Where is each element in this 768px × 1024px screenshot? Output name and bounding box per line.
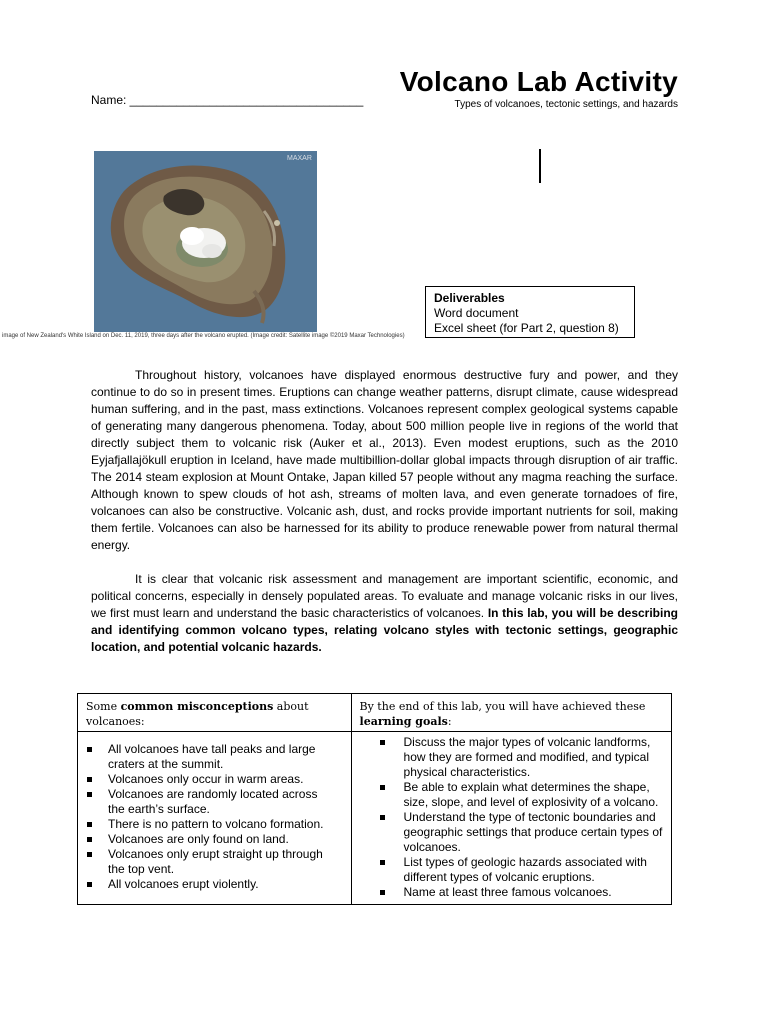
learning-goals-header-post: : [447,715,452,728]
square-bullet-icon [380,860,385,865]
intro-paragraph-2 [91,571,678,656]
learning-goals-cell [351,732,671,905]
deliverable-item: Excel sheet (for Part 2, question 8) [434,321,619,335]
list-item [108,832,337,847]
misconception-text: All volcanoes have tall peaks and large craters at the summit. [108,742,316,771]
list-item [404,855,665,885]
list-item [404,810,665,855]
square-bullet-icon [87,777,92,782]
misconception-text: Volcanoes only erupt straight up through the top vent. [108,847,323,876]
misconceptions-header [78,694,352,732]
maxar-watermark: MAXAR [287,155,312,162]
misconceptions-header-post: about volcanoes: [86,700,309,728]
square-bullet-icon [87,792,92,797]
misconceptions-cell [78,732,352,905]
misconception-text: Volcanoes only occur in warm areas. [108,772,304,786]
learning-goal-text: List types of geologic hazards associated with different types of volcanic eruptions. [403,855,647,884]
text-cursor [539,149,541,183]
name-field-label: Name: ___________________________________ [91,93,364,107]
learning-goals-header-pre: By the end of this lab, you will have achieved these [359,700,646,713]
list-item [108,787,337,817]
page-title: Volcano Lab Activity [399,66,678,97]
square-bullet-icon [380,815,385,820]
square-bullet-icon [380,740,385,745]
misconception-text: There is no pattern to volcano formation. [108,817,324,831]
learning-goal-text: Understand the type of tectonic boundaries and geographic settings that produce certain types of volcanoes. [403,810,663,854]
list-item [404,885,665,900]
white-island-satellite-image [94,151,317,332]
misconceptions-header-bold: common misconceptions [120,700,274,713]
misconception-text: Volcanoes are only found on land. [108,832,289,846]
list-item [404,735,665,780]
misconceptions-list [78,732,343,896]
learning-goal-text: Name at least three famous volcanoes. [403,885,612,899]
list-item [108,742,337,772]
deliverables-heading: Deliverables [434,291,505,305]
list-item [404,780,665,810]
learning-goals-list [352,732,671,904]
image-caption: image of New Zealand's White Island on Dec. 11, 2019, three days after the volcano erupted. (Image credit: Satellite image ©2019 Maxar Technologies) [2,333,405,339]
satellite-image-graphic [94,151,317,332]
page-subtitle: Types of volcanoes, tectonic settings, and hazards [454,99,678,110]
square-bullet-icon [87,747,92,752]
misconceptions-goals-table [77,693,672,905]
learning-goal-text: Discuss the major types of volcanic landforms, how they are formed and modified, and typical physical characteristics. [403,735,651,779]
deliverable-item: Word document [434,306,519,320]
square-bullet-icon [380,785,385,790]
square-bullet-icon [87,882,92,887]
intro-paragraph-1 [91,367,678,554]
square-bullet-icon [380,890,385,895]
misconceptions-header-pre: Some [86,700,121,713]
misconception-text: Volcanoes are randomly located across the earth’s surface. [108,787,318,816]
learning-goals-header-bold: learning goals [359,715,448,728]
intro-paragraph-2-bold: In this lab, you will be describing and identifying common volcano types, relating volcano styles with tectonic settings, geographic location, and potential volcanic hazards. [91,606,678,654]
deliverables-box [425,286,635,338]
intro-paragraph-2-text: It is clear that volcanic risk assessment and management are important scientific, economic, and political concerns, especially in densely populated areas. To evaluate and manage volcanic risks in our lives, we first must learn and understand the basic characteristics of volcanoes. [91,572,678,620]
list-item [108,877,337,892]
misconception-text: All volcanoes erupt violently. [108,877,259,891]
square-bullet-icon [87,852,92,857]
learning-goals-header [351,694,671,732]
intro-paragraph-1-text: Throughout history, volcanoes have displayed enormous destructive fury and power, and they continue to do so in present times. Eruptions can change weather patterns, disrupt climate, cause widespread human suffering, and in the past, mass extinctions. Volcanoes represent complex geological systems capable of generating many dangerous phenomena. Today, about 500 million people live in regions of the world that directly subject them to volcanic risk (Auker et al., 2013). Even modest eruptions, such as the 2010 Eyjafjallajökull eruption in Iceland, have made multibillion-dollar global impacts through disruption of air traffic. The 2014 steam explosion at Mount Ontake, Japan killed 57 people without any magma reaching the surface. Although known to spew clouds of hot ash, streams of molten lava, and even generate tornadoes of fire, volcanoes can also be constructive. Volcanic ash, dust, and rocks provide important nutrients for soil, making them fertile. Volcanoes can also be harnessed for its ability to produce renewable power from natural thermal energy. [91,368,678,552]
square-bullet-icon [87,822,92,827]
list-item [108,847,337,877]
list-item [108,817,337,832]
learning-goal-text: Be able to explain what determines the shape, size, slope, and level of explosivity of a volcano. [403,780,659,809]
square-bullet-icon [87,837,92,842]
list-item [108,772,337,787]
